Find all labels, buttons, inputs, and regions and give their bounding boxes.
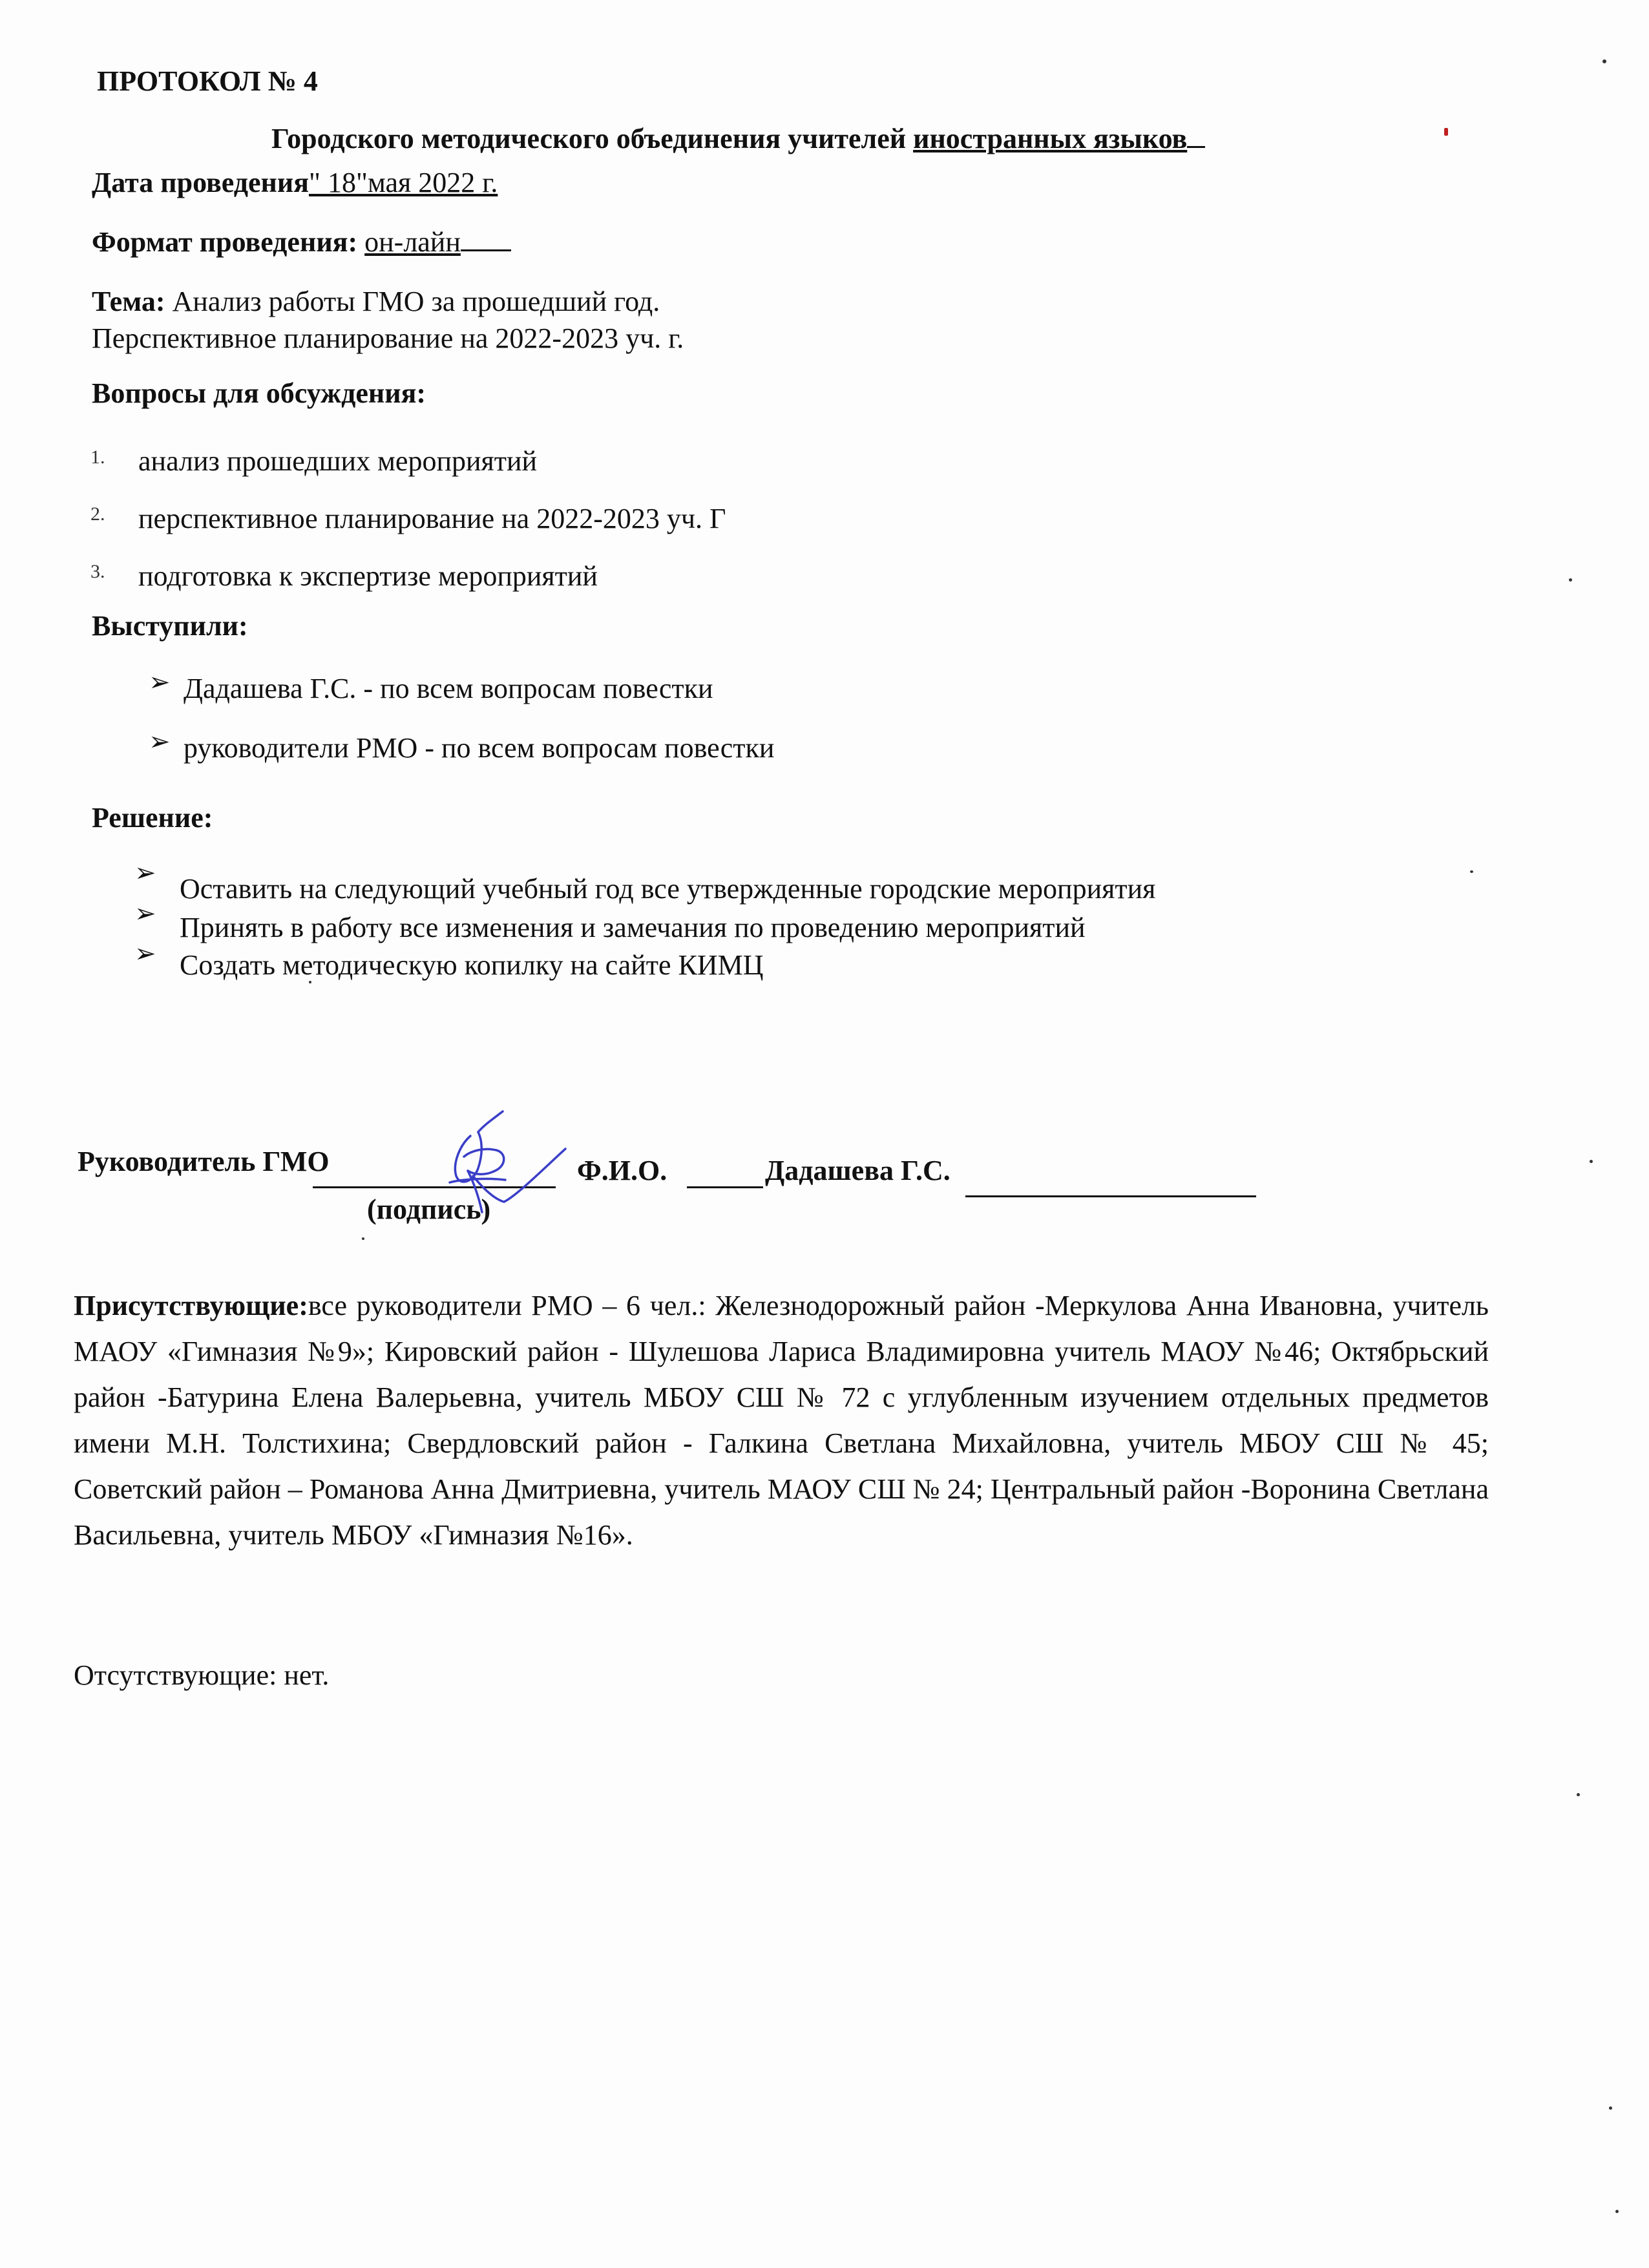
handwritten-signature	[388, 1086, 582, 1234]
fio-label: Ф.И.О.	[577, 1155, 667, 1186]
question-number: 2.	[90, 503, 105, 525]
fio-value: Дадашева Г.С.	[765, 1155, 951, 1186]
scan-speck	[362, 1237, 364, 1240]
protocol-title: ПРОТОКОЛ № 4	[97, 65, 318, 97]
questions-heading: Вопросы для обсуждения:	[92, 377, 426, 409]
head-role-label: Руководитель ГМО	[78, 1146, 330, 1177]
question-item: анализ прошедших мероприятий	[138, 445, 538, 477]
decision-item: Создать методическую копилку на сайте КИМЦ	[180, 949, 764, 981]
format-underline-trail	[461, 225, 511, 251]
scan-speck	[1577, 1793, 1580, 1796]
organization-prefix: Городского методического объединения учителей	[271, 123, 914, 154]
meeting-theme-line-2: Перспективное планирование на 2022-2023 уч. г.	[92, 322, 684, 354]
signature-caption: (подпись)	[367, 1193, 491, 1225]
present-text: все руководители РМО – 6 чел.: Железнодорожный район -Меркулова Анна Ивановна, учитель МАОУ «Гимназия №9»; Кировский район - Шулешова Лариса Владимировна учитель МАОУ №46; Октябрьский район -Батурина Елена Валерьевна, учитель МБОУ СШ № 72 с углубленным изучением отдельных предметов имени М.Н. Толстихина; Свердловский район - Галкина Светлана Михайловна, учитель МБОУ СШ № 45; Советский район – Романова Анна Дмитриевна, учитель МАОУ СШ № 24; Центральный район -Воронина Светлана Васильевна, учитель МБОУ «Гимназия №16».	[74, 1290, 1489, 1551]
meeting-theme-line-1	[92, 285, 660, 319]
question-item: подготовка к экспертизе мероприятий	[138, 560, 598, 592]
format-label: Формат проведения:	[92, 226, 358, 258]
decision-item: Оставить на следующий учебный год все утвержденные городские мероприятия	[180, 873, 1156, 905]
arrowhead-bullet-icon: ➢	[149, 667, 171, 697]
scan-speck	[1602, 59, 1606, 63]
scan-speck	[1615, 2210, 1619, 2213]
scan-speck	[309, 981, 311, 983]
organization-subject: иностранных языков	[913, 123, 1188, 154]
date-label: Дата проведения	[92, 167, 310, 198]
date-value: " 18"мая 2022 г.	[309, 167, 498, 198]
question-number: 1.	[90, 446, 105, 468]
scan-speck	[1609, 2106, 1612, 2110]
speaker-item: руководители РМО - по всем вопросам повестки	[184, 732, 775, 764]
fio-line-left	[687, 1186, 763, 1188]
arrowhead-bullet-icon: ➢	[149, 727, 171, 757]
format-value: он-лайн	[364, 226, 461, 258]
scan-speck	[1590, 1160, 1593, 1163]
present-label: Присутствующие:	[74, 1290, 308, 1321]
arrowhead-bullet-icon: ➢	[134, 899, 156, 929]
arrowhead-bullet-icon: ➢	[134, 939, 156, 969]
absent-line: Отсутствующие: нет.	[74, 1659, 330, 1691]
speakers-heading: Выступили:	[92, 610, 248, 642]
scan-speck	[1569, 578, 1572, 582]
question-item: перспективное планирование на 2022-2023 уч. Г	[138, 503, 726, 534]
meeting-date	[92, 166, 498, 200]
speaker-item: Дадашева Г.С. - по всем вопросам повестки	[184, 673, 713, 704]
title-underline-trail	[1187, 121, 1205, 148]
organization-title	[271, 121, 1205, 156]
theme-text-1: Анализ работы ГМО за прошедший год.	[165, 286, 660, 317]
theme-label: Тема:	[92, 286, 165, 317]
decision-heading: Решение:	[92, 802, 213, 834]
meeting-format	[92, 225, 511, 259]
red-ink-mark	[1444, 128, 1448, 136]
fio-line-right	[965, 1195, 1256, 1197]
arrowhead-bullet-icon: ➢	[134, 858, 156, 888]
scan-speck	[1470, 870, 1473, 873]
decision-item: Принять в работу все изменения и замечания по проведению мероприятий	[180, 912, 1086, 943]
present-paragraph	[74, 1283, 1489, 1558]
question-number: 3.	[90, 561, 105, 582]
